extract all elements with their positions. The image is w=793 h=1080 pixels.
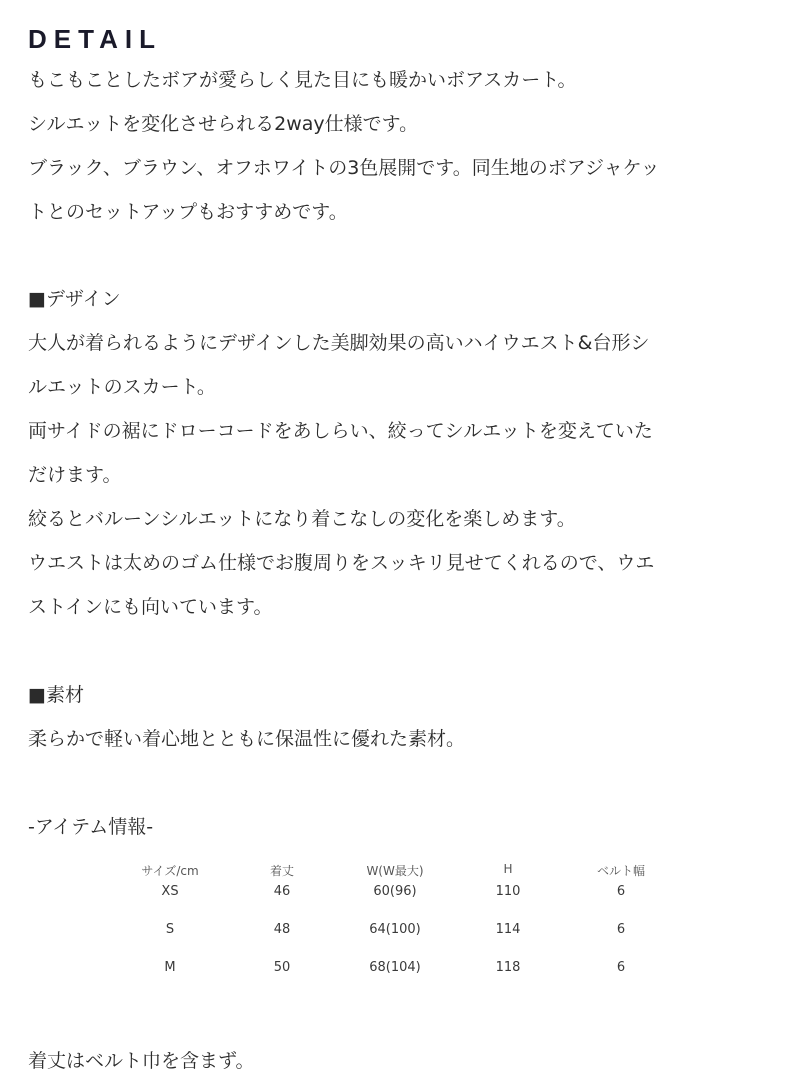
table-row-m-hip: 118 bbox=[495, 960, 521, 975]
waist-header: W(W最大) bbox=[366, 864, 424, 878]
hip-header: H bbox=[503, 862, 513, 876]
table-row-m-belt: 6 bbox=[616, 960, 626, 975]
table-row-s-length: 48 bbox=[273, 922, 291, 937]
detail-line-4: トとのセットアップもおすすめです。 bbox=[28, 201, 348, 223]
table-row-xs-belt: 6 bbox=[616, 884, 626, 899]
design-line-4: だけます。 bbox=[28, 464, 122, 486]
item-info-heading: -アイテム情報- bbox=[28, 816, 154, 838]
table-row-xs-hip: 110 bbox=[495, 884, 521, 899]
table-row-m-length: 50 bbox=[273, 960, 291, 975]
detail-line-2: シルエットを変化させられる2way仕様です。 bbox=[28, 113, 419, 135]
table-row-s-size: S bbox=[165, 922, 175, 937]
design-line-1: 大人が着られるようにデザインした美脚効果の高いハイウエスト&台形シ bbox=[28, 332, 650, 354]
design-line-6: ウエストは太めのゴム仕様でお腹周りをスッキリ見せてくれるので、ウエ bbox=[28, 552, 655, 574]
table-row-s-belt: 6 bbox=[616, 922, 626, 937]
size-header: サイズ/cm bbox=[141, 864, 199, 878]
length-header: 着丈 bbox=[269, 864, 295, 878]
design-line-5: 絞るとバルーンシルエットになり着こなしの変化を楽しめます。 bbox=[28, 508, 576, 530]
length-note: 着丈はベルト巾を含まず。 bbox=[28, 1050, 255, 1072]
design-line-7: ストインにも向いています。 bbox=[28, 596, 273, 618]
table-row-m-size: M bbox=[164, 960, 176, 975]
design-heading: ■デザイン bbox=[28, 288, 121, 310]
detail-line-3: ブラック、ブラウン、オフホワイトの3色展開です。同生地のボアジャケッ bbox=[28, 157, 660, 179]
design-line-3: 両サイドの裾にドローコードをあしらい、絞ってシルエットを変えていた bbox=[28, 420, 653, 442]
detail-title: DETAIL bbox=[28, 24, 162, 54]
detail-line-1: もこもことしたボアが愛らしく見た目にも暖かいボアスカート。 bbox=[28, 69, 577, 91]
table-row-s-hip: 114 bbox=[495, 922, 521, 937]
belt-width-header: ベルト幅 bbox=[596, 864, 646, 878]
material-line-1: 柔らかで軽い着心地とともに保温性に優れた素材。 bbox=[28, 728, 466, 750]
table-row-s-waist: 64(100) bbox=[369, 922, 421, 937]
table-row-xs-length: 46 bbox=[273, 884, 291, 899]
design-line-2: ルエットのスカート。 bbox=[28, 376, 216, 398]
table-row-m-waist: 68(104) bbox=[369, 960, 421, 975]
table-row-xs-waist: 60(96) bbox=[373, 884, 417, 899]
table-row-xs-size: XS bbox=[161, 884, 179, 899]
material-heading: ■素材 bbox=[28, 684, 84, 706]
